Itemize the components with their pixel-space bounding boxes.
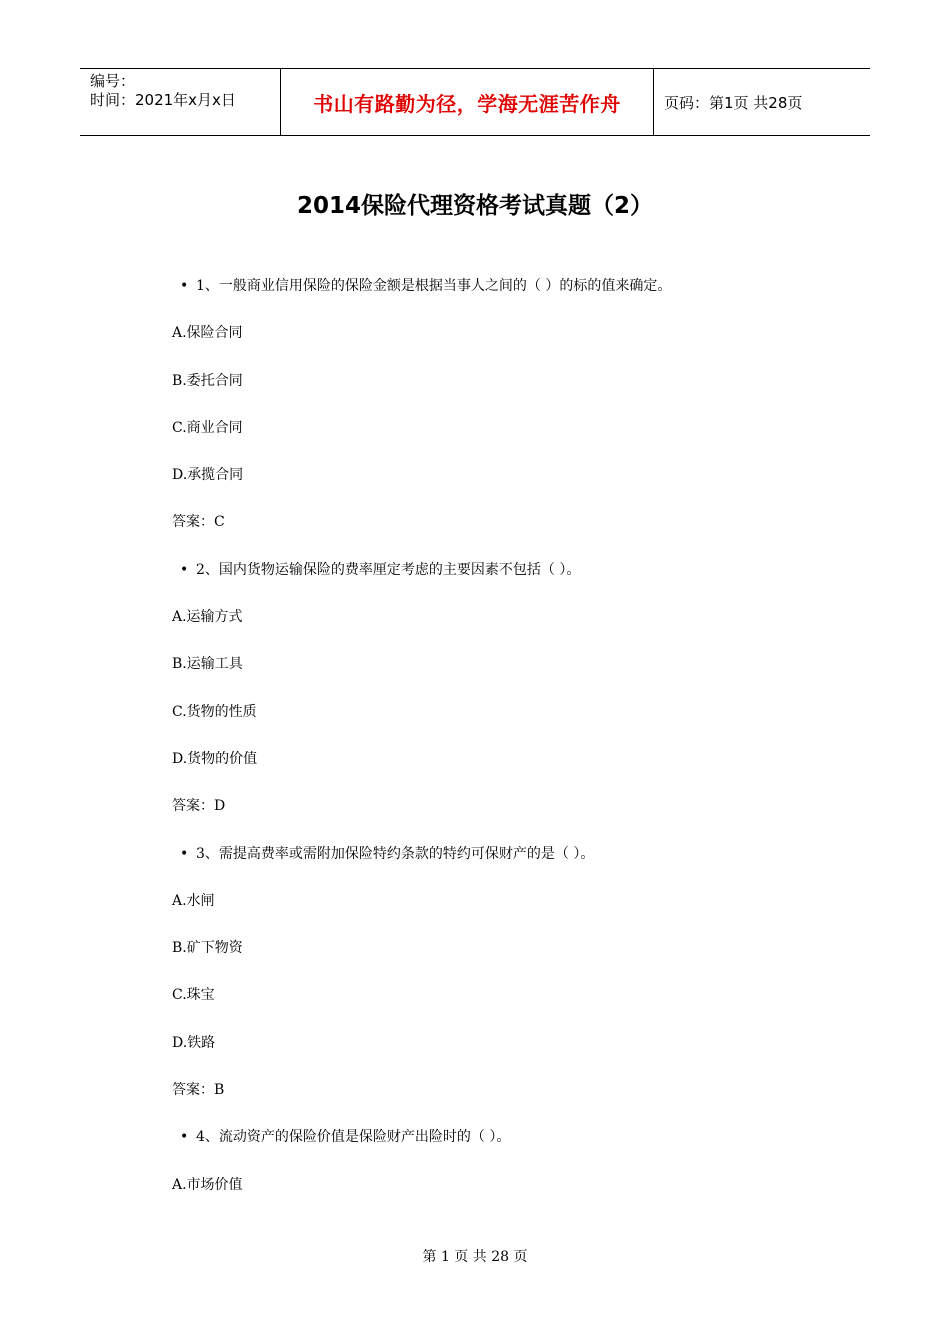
- option-item: D.货物的价值: [172, 750, 258, 767]
- option-item: B.委托合同: [172, 372, 243, 389]
- time-label: 时间：2021年x月x日: [90, 91, 236, 109]
- bullet-icon: •: [180, 1129, 189, 1146]
- question-item: [172, 559, 892, 606]
- question-list: [172, 275, 892, 1221]
- question-item: [172, 1126, 892, 1173]
- answer-line: 答案：C: [172, 514, 225, 531]
- option-item: A.市场价值: [172, 1176, 243, 1193]
- number-label: 编号：: [90, 72, 136, 90]
- page-footer: 第 1 页 共 28 页: [422, 1249, 528, 1265]
- bullet-icon: •: [180, 845, 189, 862]
- option-item: B.矿下物资: [172, 940, 243, 957]
- option-item: D.铁路: [172, 1034, 216, 1051]
- option-item: A.运输方式: [172, 609, 243, 626]
- option-item: D.承揽合同: [172, 467, 244, 484]
- option-item: C.商业合同: [172, 419, 243, 436]
- option-item: C.货物的性质: [172, 703, 257, 720]
- question-text: 1、一般商业信用保险的保险金额是根据当事人之间的（ ）的标的值来确定。: [196, 278, 672, 294]
- document-title: 2014保险代理资格考试真题（2）: [296, 193, 654, 219]
- question-text: 4、流动资产的保险价值是保险财产出险时的（ ）。: [196, 1129, 511, 1146]
- question-item: [172, 843, 892, 890]
- option-item: A.水闸: [172, 892, 215, 909]
- option-item: C.珠宝: [172, 987, 215, 1004]
- header-motto: 书山有路勤为径，学海无涯苦作舟: [281, 69, 654, 135]
- page-header: [80, 68, 870, 136]
- question-item: [172, 275, 892, 322]
- bullet-icon: •: [180, 278, 189, 294]
- question-text: 3、需提高费率或需附加保险特约条款的特约可保财产的是（ ）。: [196, 845, 595, 862]
- option-item: A.保险合同: [172, 325, 243, 342]
- header-meta: [80, 69, 281, 135]
- question-text: 2、国内货物运输保险的费率厘定考虑的主要因素不包括（ ）。: [196, 561, 581, 578]
- answer-line: 答案：B: [172, 1082, 225, 1099]
- option-item: B.运输工具: [172, 656, 243, 673]
- bullet-icon: •: [180, 561, 189, 578]
- answer-line: 答案：D: [172, 798, 226, 815]
- header-page-info: 页码：第1页 共28页: [664, 93, 803, 112]
